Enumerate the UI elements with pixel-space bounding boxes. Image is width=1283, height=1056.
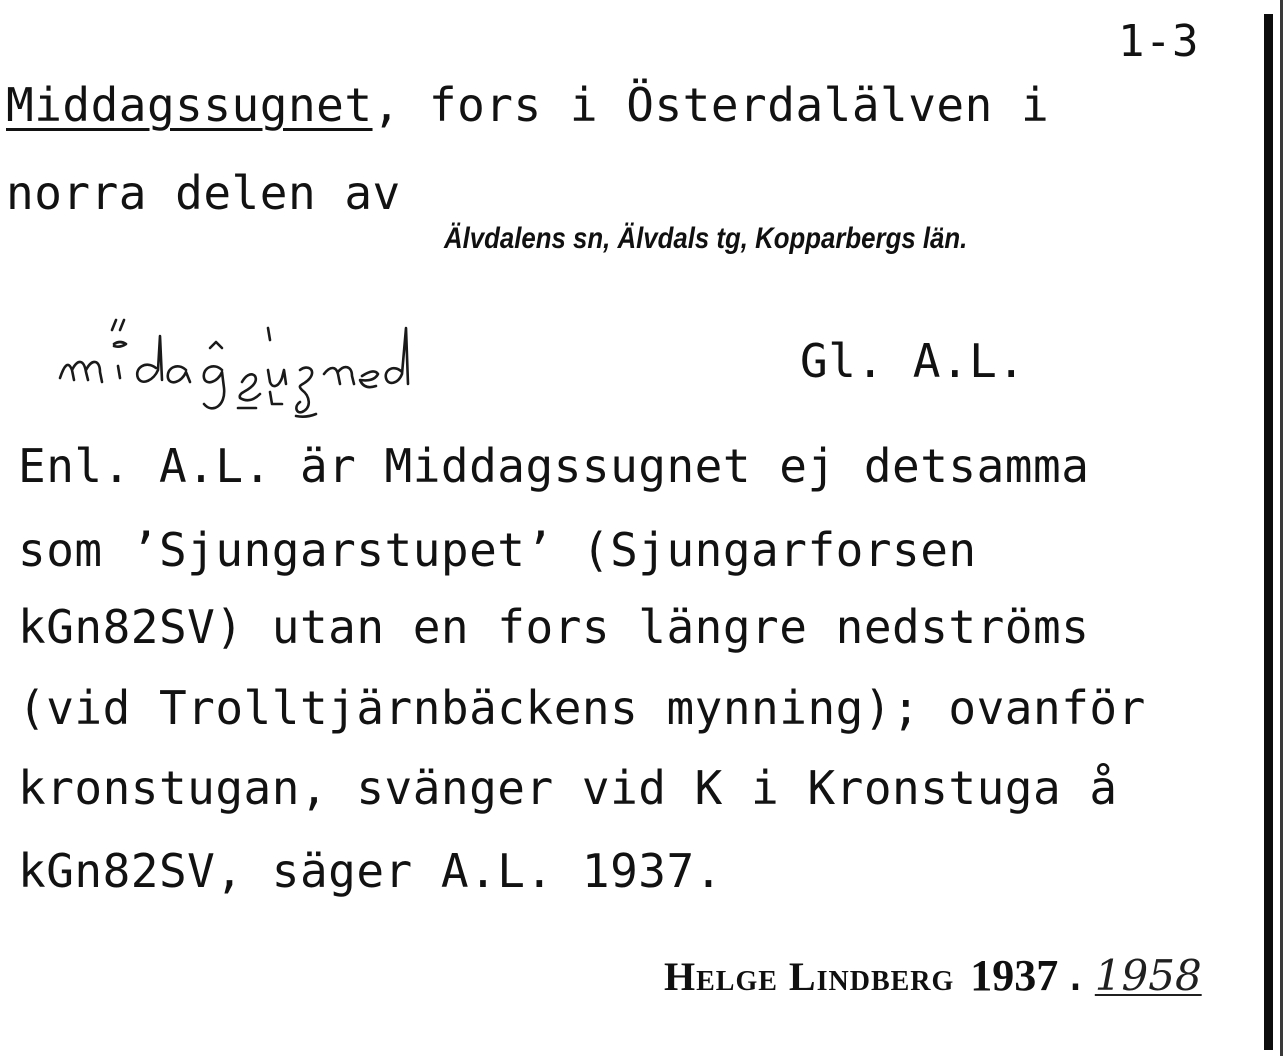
headword: Middagssugnet bbox=[6, 78, 373, 132]
collector-year-printed: 1937 bbox=[970, 951, 1059, 1000]
card-edge-border bbox=[1264, 14, 1273, 1050]
body-line-5: kronstugan, svänger vid K i Kronstuga å bbox=[18, 761, 1118, 815]
parish-stamp: Älvdalens sn, Älvdals tg, Kopparbergs län. bbox=[444, 222, 968, 255]
heading-line-2: norra delen av bbox=[6, 166, 401, 220]
year-separator-dot: . bbox=[1062, 950, 1089, 1001]
body-line-4: (vid Trolltjärnbäckens mynning); ovanför bbox=[18, 681, 1146, 735]
body-line-1: Enl. A.L. är Middagssugnet ej detsamma bbox=[18, 439, 1090, 493]
collector-year-handwritten: 1958 bbox=[1094, 951, 1202, 1000]
body-line-6: kGn82SV, säger A.L. 1937. bbox=[18, 844, 723, 898]
body-line-2: som ’Sjungarstupet’ (Sjungarforsen bbox=[18, 523, 977, 577]
collector-name: Helge Lindberg bbox=[664, 954, 955, 999]
handwritten-pronunciation bbox=[54, 308, 614, 418]
card-reference-number: 1-3 bbox=[1118, 16, 1199, 67]
pronunciation-source: Gl. A.L. bbox=[800, 334, 1026, 388]
heading-description: , fors i Österdalälven i bbox=[372, 78, 1050, 132]
collector-signature bbox=[664, 950, 1202, 1001]
body-line-3: kGn82SV) utan en fors längre nedströms bbox=[18, 600, 1090, 654]
heading-line-1 bbox=[6, 78, 1050, 132]
